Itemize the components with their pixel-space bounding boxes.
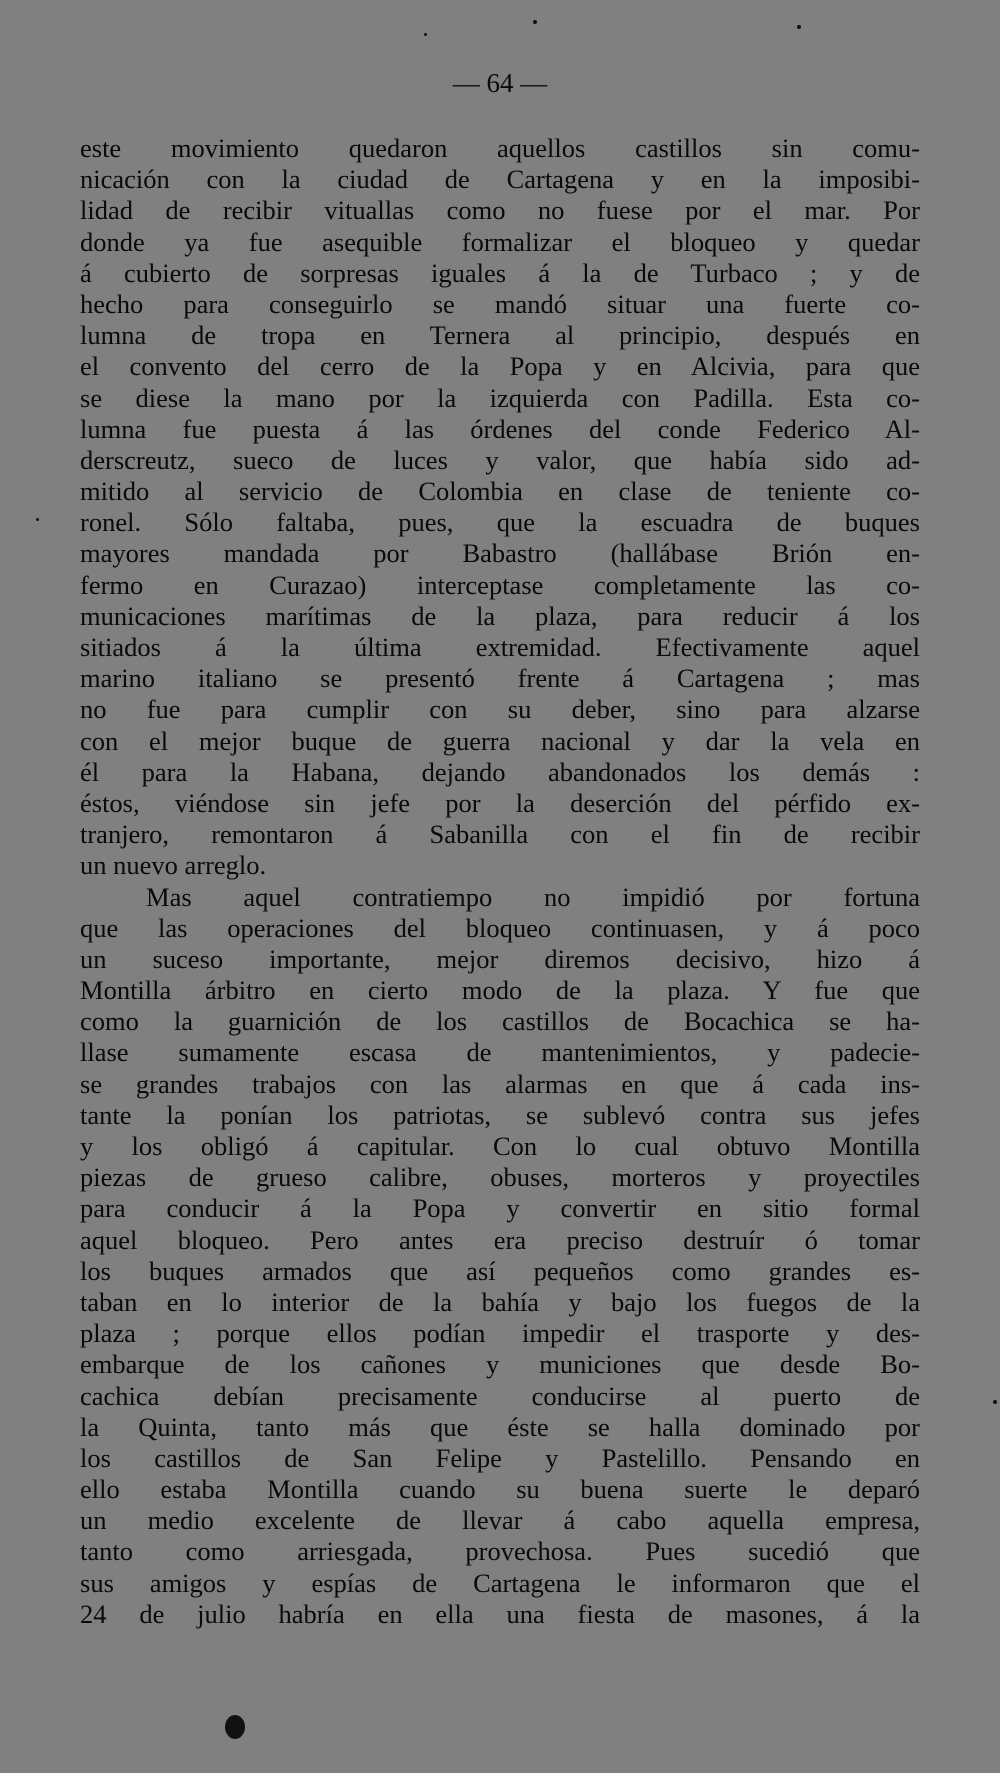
text-line: fermo en Curazao) interceptase completamente las co- bbox=[80, 569, 920, 600]
text-line: Montilla árbitro en cierto modo de la plaza. Y fue que bbox=[80, 975, 920, 1006]
text-line: aquel bloqueo. Pero antes era preciso destruír ó tomar bbox=[80, 1224, 920, 1255]
text-line: lumna de tropa en Ternera al principio, después en bbox=[80, 320, 920, 351]
text-line: hecho para conseguirlo se mandó situar una fuerte co- bbox=[80, 288, 920, 319]
body-text bbox=[80, 133, 920, 1630]
text-line: con el mejor buque de guerra nacional y dar la vela en bbox=[80, 725, 920, 756]
text-line: derscreutz, sueco de luces y valor, que había sido ad- bbox=[80, 444, 920, 475]
text-line: cachica debían precisamente conducirse al puerto de bbox=[80, 1380, 920, 1411]
text-line: sus amigos y espías de Cartagena le informaron que el bbox=[80, 1567, 920, 1598]
text-line: municaciones marítimas de la plaza, para reducir á los bbox=[80, 600, 920, 631]
text-line: ronel. Sólo faltaba, pues, que la escuadra de buques bbox=[80, 507, 920, 538]
text-line: ello estaba Montilla cuando su buena suerte le deparó bbox=[80, 1474, 920, 1505]
text-line: donde ya fue asequible formalizar el bloqueo y quedar bbox=[80, 226, 920, 257]
ink-speck bbox=[36, 518, 39, 521]
page-number: — 64 — bbox=[452, 68, 548, 98]
text-line: 24 de julio habría en ella una fiesta de masones, á la bbox=[80, 1598, 920, 1629]
ink-speck bbox=[797, 25, 801, 29]
text-line: tante la ponían los patriotas, se sublevó contra sus jefes bbox=[80, 1099, 920, 1130]
text-line: lumna fue puesta á las órdenes del conde Federico Al- bbox=[80, 413, 920, 444]
ink-speck bbox=[993, 1400, 997, 1404]
text-line: un nuevo arreglo. bbox=[80, 850, 267, 881]
text-line: mitido al servicio de Colombia en clase de teniente co- bbox=[80, 476, 920, 507]
text-line: plaza ; porque ellos podían impedir el trasporte y des- bbox=[80, 1318, 920, 1349]
text-line: como la guarnición de los castillos de Bocachica se ha- bbox=[80, 1006, 920, 1037]
text-line: llase sumamente escasa de mantenimientos, y padecie- bbox=[80, 1037, 920, 1068]
paragraph-2 bbox=[80, 882, 920, 1631]
text-line: lidad de recibir vituallas como no fuese por el mar. Por bbox=[80, 195, 920, 226]
text-line: tanto como arriesgada, provechosa. Pues sucedió que bbox=[80, 1536, 920, 1567]
text-line: se grandes trabajos con las alarmas en que á cada ins- bbox=[80, 1068, 920, 1099]
paragraph-1 bbox=[80, 133, 920, 882]
text-line: para conducir á la Popa y convertir en sitio formal bbox=[80, 1193, 920, 1224]
text-line: él para la Habana, dejando abandonados los demás : bbox=[80, 756, 920, 787]
text-line: este movimiento quedaron aquellos castillos sin comu- bbox=[80, 133, 920, 163]
text-line: no fue para cumplir con su deber, sino para alzarse bbox=[80, 694, 920, 725]
text-line: taban en lo interior de la bahía y bajo los fuegos de la bbox=[80, 1286, 920, 1317]
text-line: que las operaciones del bloqueo continuasen, y á poco bbox=[80, 912, 920, 943]
text-line: se diese la mano por la izquierda con Padilla. Esta co- bbox=[80, 382, 920, 413]
ink-speck bbox=[225, 1715, 245, 1739]
text-line: éstos, viéndose sin jefe por la deserción del pérfido ex- bbox=[80, 787, 920, 818]
text-line: y los obligó á capitular. Con lo cual obtuvo Montilla bbox=[80, 1131, 920, 1161]
text-line: sitiados á la última extremidad. Efectivamente aquel bbox=[80, 632, 920, 662]
text-line: los buques armados que así pequeños como grandes es- bbox=[80, 1255, 920, 1286]
text-line: nicación con la ciudad de Cartagena y en la imposibi- bbox=[80, 164, 920, 195]
text-line: el convento del cerro de la Popa y en Alcivia, para que bbox=[80, 351, 920, 382]
text-line: mayores mandada por Babastro (hallábase Brión en- bbox=[80, 538, 920, 569]
text-line: un suceso importante, mejor diremos decisivo, hizo á bbox=[80, 943, 920, 974]
text-line: piezas de grueso calibre, obuses, morteros y proyectiles bbox=[80, 1162, 920, 1193]
text-line: la Quinta, tanto más que éste se halla dominado por bbox=[80, 1411, 920, 1442]
ink-speck bbox=[424, 33, 427, 36]
text-line: embarque de los cañones y municiones que desde Bo- bbox=[80, 1349, 920, 1380]
text-line: Mas aquel contratiempo no impidió por fortuna bbox=[146, 881, 920, 912]
text-line: tranjero, remontaron á Sabanilla con el fin de recibir bbox=[80, 819, 920, 850]
text-line: marino italiano se presentó frente á Cartagena ; mas bbox=[80, 663, 920, 694]
text-line: un medio excelente de llevar á cabo aquella empresa, bbox=[80, 1505, 920, 1536]
text-line: los castillos de San Felipe y Pastelillo. Pensando en bbox=[80, 1442, 920, 1473]
text-line: á cubierto de sorpresas iguales á la de Turbaco ; y de bbox=[80, 257, 920, 288]
ink-speck bbox=[533, 20, 537, 24]
